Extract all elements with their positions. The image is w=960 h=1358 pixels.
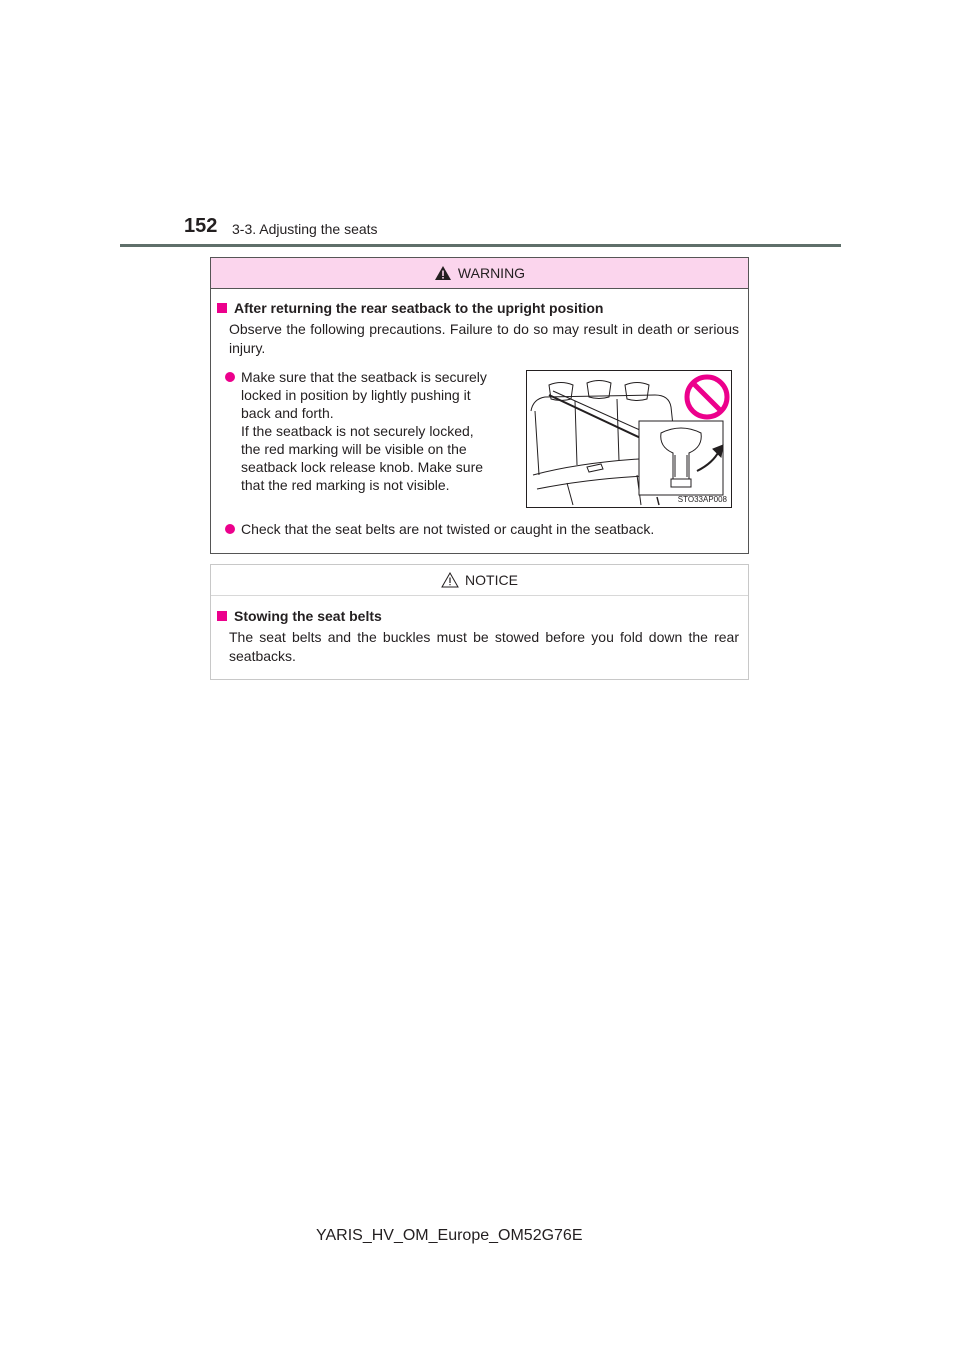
- bullet-line: Make sure that the seatback is securely: [241, 369, 487, 385]
- notice-label: NOTICE: [465, 572, 518, 588]
- warning-bullet-1: [225, 368, 515, 494]
- warning-box: [210, 257, 749, 554]
- page-number: 152: [184, 215, 218, 237]
- figure-code: STO33AP008: [677, 495, 727, 504]
- bullet-line: the red marking will be visible on the: [241, 441, 467, 457]
- warning-intro: Observe the following precautions. Failure to do so may result in death or serious injury.: [229, 321, 739, 356]
- notice-box: [210, 564, 749, 680]
- warning-header: [211, 258, 748, 289]
- prohibition-icon: [687, 377, 727, 417]
- footer-doc-id: YARIS_HV_OM_Europe_OM52G76E: [316, 1227, 583, 1244]
- bullet-line: locked in position by lightly pushing it: [241, 387, 471, 403]
- seatback-illustration: [526, 370, 732, 508]
- seatback-drawing: [527, 371, 731, 507]
- round-bullet-icon: [225, 372, 235, 382]
- warning-bullet-2: [225, 520, 745, 538]
- warning-triangle-icon: [434, 265, 452, 281]
- notice-heading: [217, 608, 382, 624]
- warning-bullet-1-text: [241, 368, 487, 494]
- warning-label: WARNING: [457, 265, 526, 281]
- warning-heading-text: After returning the rear seatback to the upright position: [234, 300, 604, 316]
- round-bullet-icon: [225, 524, 235, 534]
- header-rule: [120, 244, 841, 247]
- bullet-line: back and forth.: [241, 405, 334, 421]
- bullet-line: that the red marking is not visible.: [241, 477, 450, 493]
- bullet-line: seatback lock release knob. Make sure: [241, 459, 484, 475]
- warning-bullet-2-text: Check that the seat belts are not twisted or caught in the seatback.: [241, 521, 655, 537]
- notice-text: The seat belts and the buckles must be stowed before you fold down the rear seatbacks.: [229, 629, 739, 664]
- notice-triangle-icon: [441, 572, 459, 588]
- square-bullet-icon: [217, 611, 227, 621]
- warning-heading: [217, 300, 603, 316]
- bullet-line: If the seatback is not securely locked,: [241, 423, 474, 439]
- square-bullet-icon: [217, 303, 227, 313]
- section-title: 3-3. Adjusting the seats: [232, 221, 378, 237]
- notice-heading-text: Stowing the seat belts: [234, 608, 382, 624]
- notice-header: [211, 565, 748, 596]
